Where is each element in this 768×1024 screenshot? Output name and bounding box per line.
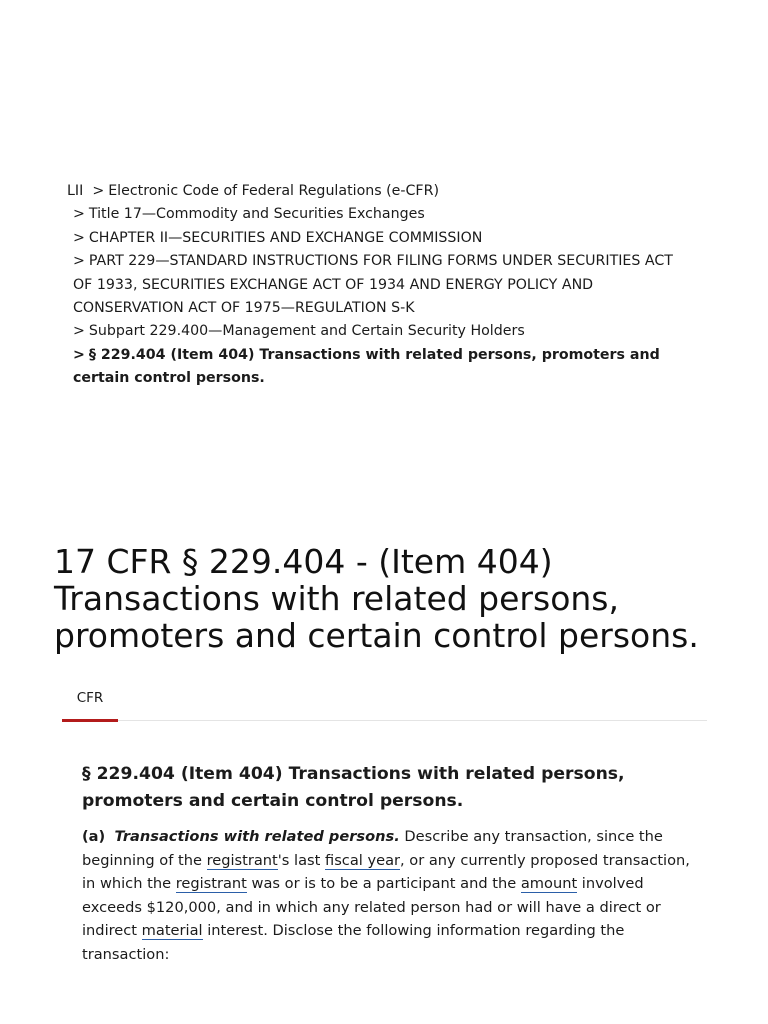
paragraph-text: 's last bbox=[277, 851, 325, 869]
breadcrumb-link-lii[interactable]: LII bbox=[67, 183, 84, 199]
paragraph-text: was or is to be a participant and the bbox=[246, 875, 521, 892]
section-heading: § 229.404 (Item 404) Transactions with related persons, promoters and certain control persons. bbox=[82, 764, 625, 811]
breadcrumb-link-chapter-ii[interactable]: CHAPTER II—SECURITIES AND EXCHANGE COMMISSION bbox=[88, 229, 483, 246]
breadcrumb-separator: > bbox=[92, 183, 105, 199]
breadcrumb-item-title bbox=[67, 203, 687, 226]
paragraph-text: , or any currently proposed transaction, in which the bbox=[82, 851, 690, 892]
paragraph-text: Describe any transaction, since the beginning of the bbox=[82, 828, 663, 869]
paragraph-a bbox=[82, 825, 702, 966]
breadcrumb-separator: > bbox=[73, 323, 85, 340]
breadcrumb-current-label: § 229.404 (Item 404) Transactions with related persons, promoters and certain control persons. bbox=[73, 346, 660, 387]
breadcrumb-item-part bbox=[67, 250, 687, 320]
breadcrumb-item-subpart bbox=[67, 320, 687, 343]
tab-bar bbox=[62, 684, 707, 721]
tab-cfr-label: CFR bbox=[76, 690, 104, 706]
breadcrumb-item-chapter bbox=[67, 227, 687, 250]
tab-cfr[interactable] bbox=[62, 684, 118, 720]
breadcrumb bbox=[67, 180, 687, 391]
breadcrumb-link-part-229[interactable]: PART 229—STANDARD INSTRUCTIONS FOR FILING FORMS UNDER SECURITIES ACT OF 1933, SECURITIES EXCHANGE ACT OF 1934 AND ENERGY POLICY AND CONSERVATION ACT OF 1975—REGULATION S-K bbox=[73, 253, 673, 317]
breadcrumb-separator: > bbox=[73, 229, 85, 246]
breadcrumb-separator: > bbox=[73, 253, 85, 270]
breadcrumb-link-ecfr[interactable]: Electronic Code of Federal Regulations (e-CFR) bbox=[108, 183, 439, 199]
definition-link-registrant[interactable]: registrant bbox=[175, 875, 247, 892]
breadcrumb-separator: > bbox=[73, 346, 85, 363]
page-title: 17 CFR § 229.404 - (Item 404) Transactions with related persons, promoters and certain control persons. bbox=[54, 542, 699, 655]
definition-link-material[interactable]: material bbox=[141, 922, 203, 939]
definition-link-amount[interactable]: amount bbox=[520, 875, 578, 892]
breadcrumb-link-subpart[interactable]: Subpart 229.400—Management and Certain Security Holders bbox=[88, 323, 525, 340]
breadcrumb-item-current bbox=[67, 344, 687, 391]
paragraph-number: (a) bbox=[82, 828, 106, 845]
paragraph-text: interest. Disclose the following information regarding the transaction: bbox=[82, 922, 625, 963]
breadcrumb-separator: > bbox=[73, 206, 85, 223]
breadcrumb-link-title-17[interactable]: Title 17—Commodity and Securities Exchanges bbox=[88, 206, 425, 223]
paragraph-heading: Transactions with related persons. bbox=[114, 828, 400, 845]
definition-link-fiscal-year[interactable]: fiscal year bbox=[325, 851, 401, 869]
paragraph-text: involved exceeds $120,000, and in which any related person had or will have a direct or indirect bbox=[82, 875, 661, 939]
active-tab-indicator bbox=[62, 719, 118, 722]
breadcrumb-item-lii bbox=[67, 180, 687, 203]
definition-link-registrant[interactable]: registrant bbox=[206, 851, 278, 869]
